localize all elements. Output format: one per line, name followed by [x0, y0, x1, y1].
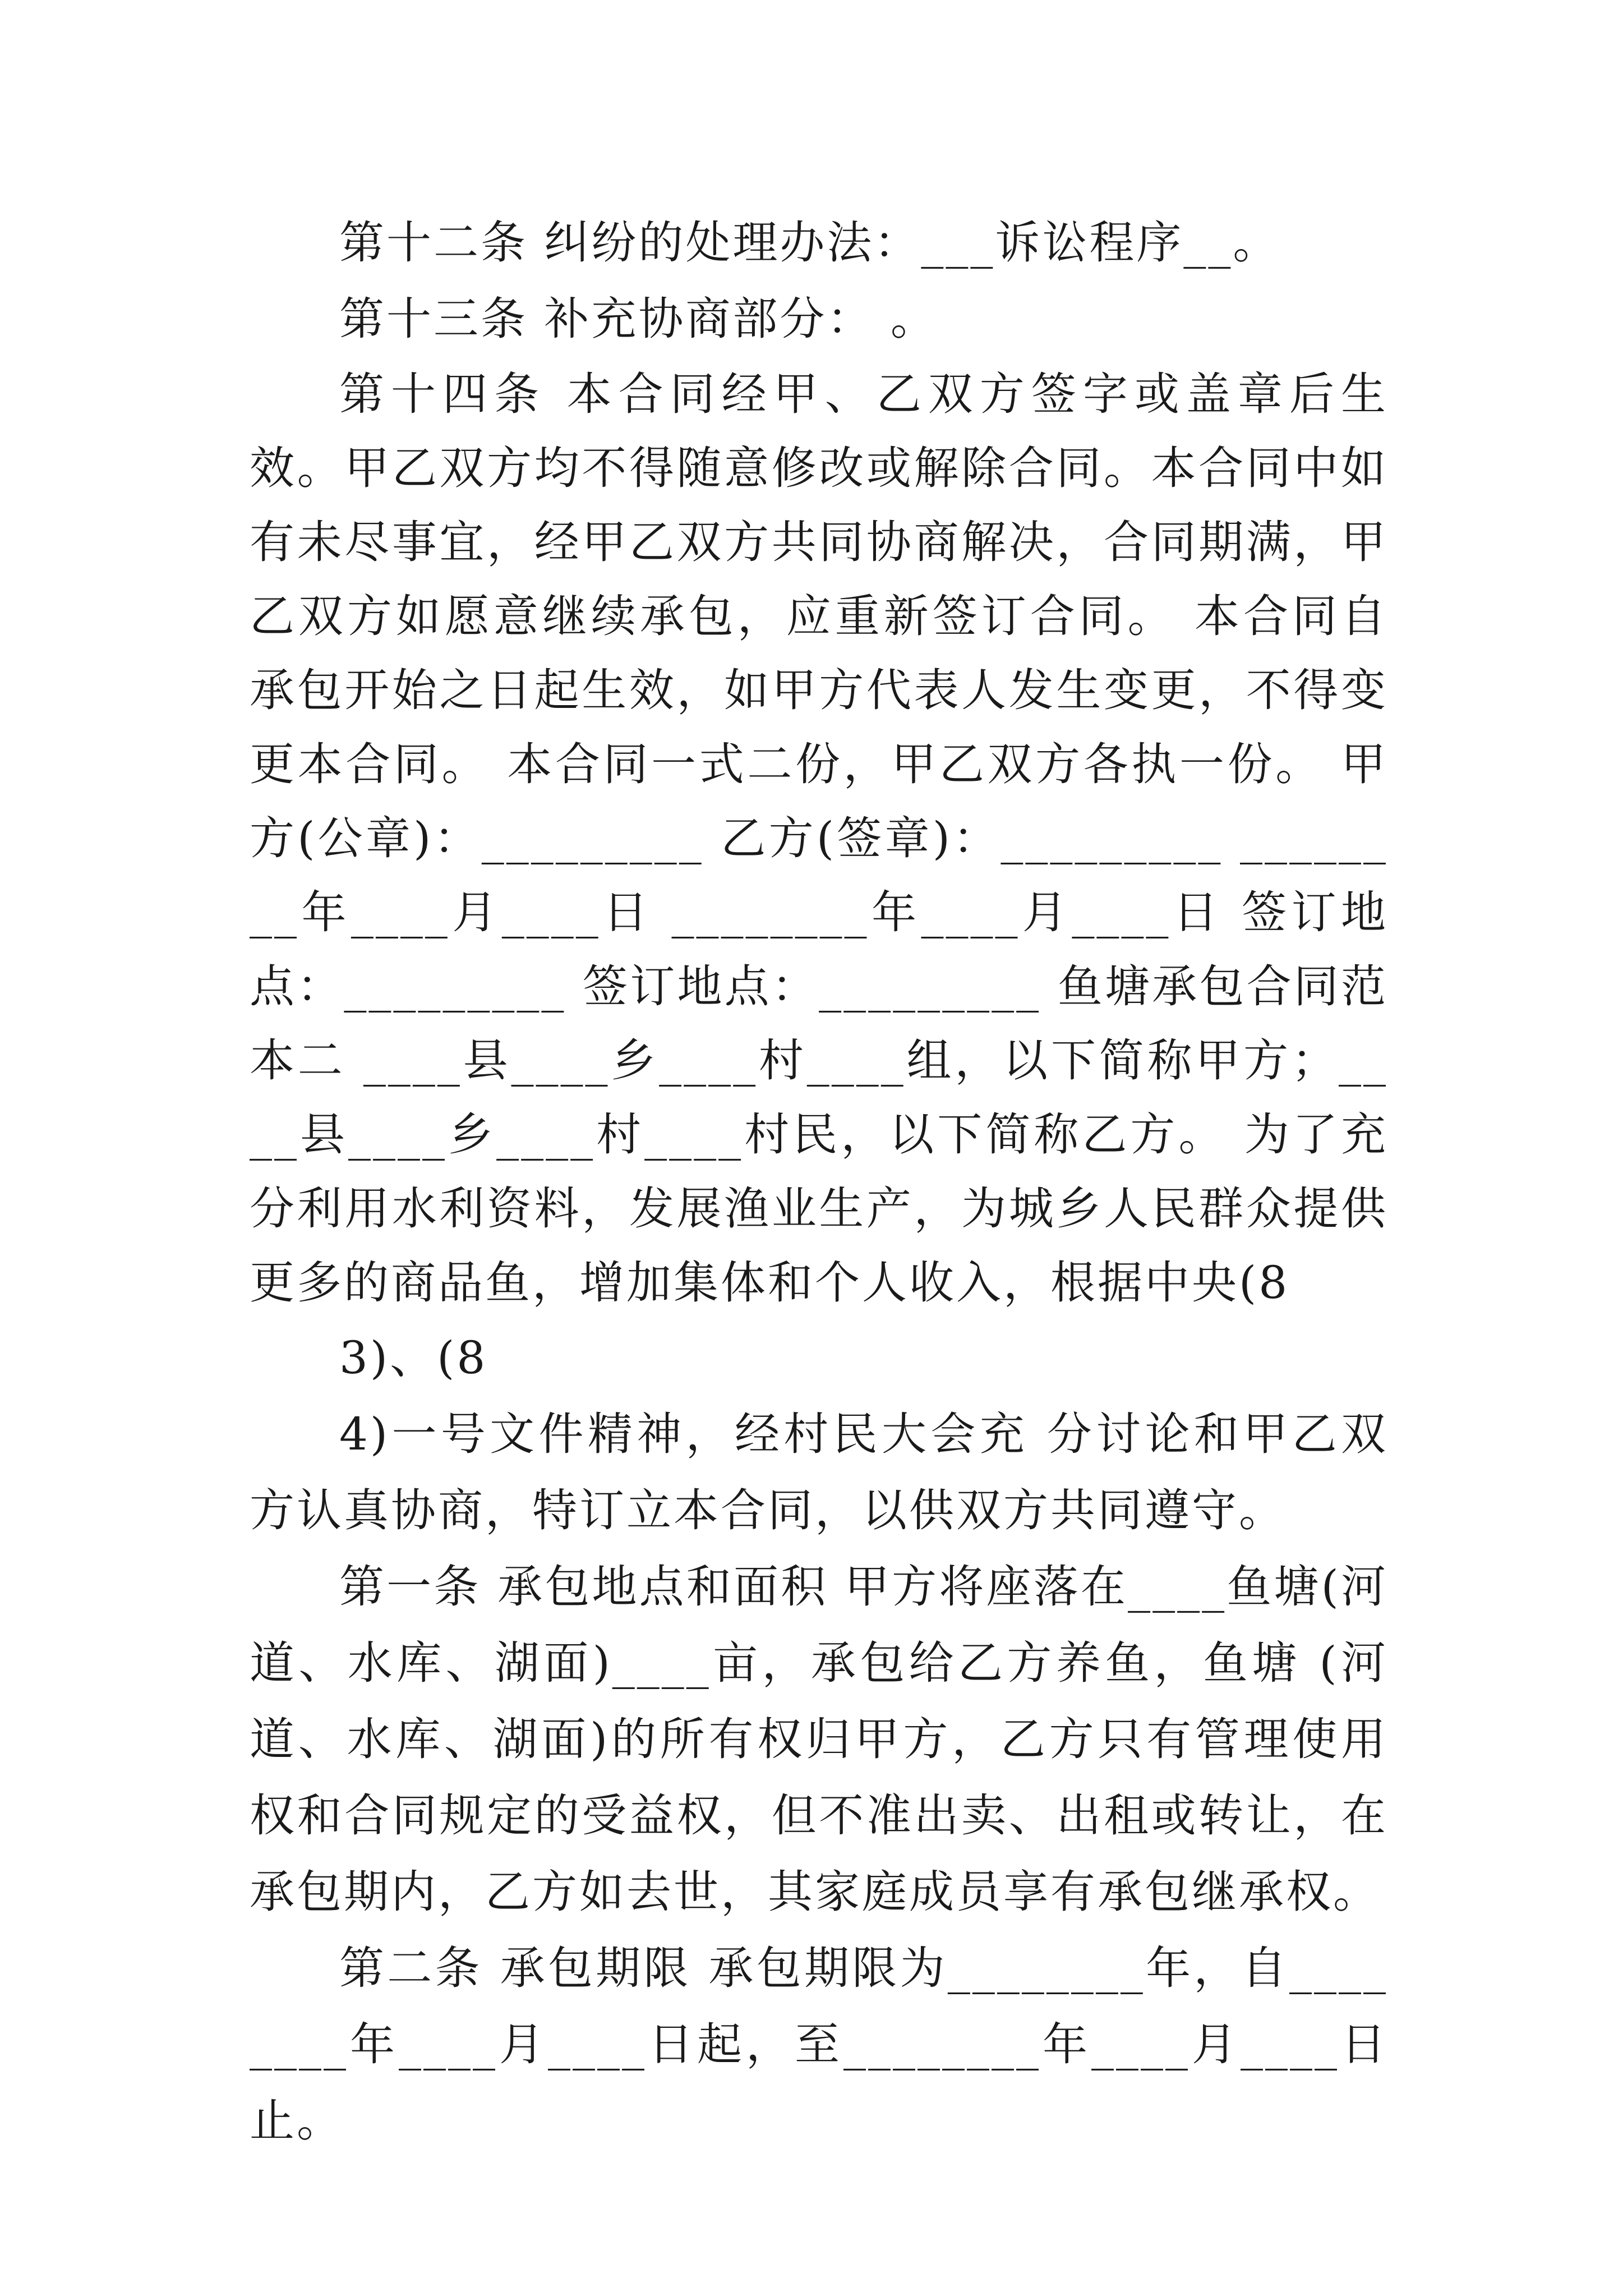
article-13-paragraph: 第十三条 补充协商部分： 。 [339, 293, 938, 345]
article-1-paragraph: 第一条 承包地点和面积 甲方将座落在____鱼塘(河道、水库、湖面)____亩，承包给乙方养鱼，鱼塘 (河道、水库、湖面)的所有权归甲方，乙方只有管理使用权和合同规定的受益权，但不准出卖、出租或转让，在承包期内，乙方如去世，其家庭成员享有承包继承权。 [250, 1561, 1388, 1918]
article-14-paragraph: 第十四条 本合同经甲、乙双方签字或盖章后生效。甲乙双方均不得随意修改或解除合同。本合同中如有未尽事宜，经甲乙双方共同协商解决，合同期满，甲乙双方如愿意继续承包，应重新签订合同。 本合同自承包开始之日起生效，如甲方代表人发生变更，不得变更本合同。 本合同一式二份，甲乙双方各执一份。 甲方(公章)：_________ 乙方(签章)：_________ ________年____月____日 ________年____月____日 签订地点：_________ 签订地点：_________ 鱼塘承包合同范本二 ____县____乡____村____组，以下简称甲方；____县____乡____村____村民，以下简称乙方。 为了充分利用水利资料，发展渔业生产，为城乡人民群众提供更多的商品鱼，增加集体和个人收入，根据中央(8 [250, 368, 1388, 1309]
article-12-paragraph: 第十二条 纠纷的处理办法：___诉讼程序__。 [339, 217, 1280, 269]
document-reference-fragment: 3)、(8 [339, 1332, 488, 1384]
article-2-paragraph: 第二条 承包期限 承包期限为________年，自________年____月____日起，至________年____月____日止。 [250, 1942, 1388, 2147]
document-body [250, 205, 1388, 2159]
preamble-paragraph: 4)一号文件精神，经村民大会充 分讨论和甲乙双方认真协商，特订立本合同，以供双方共同遵守。 [250, 1408, 1388, 1536]
